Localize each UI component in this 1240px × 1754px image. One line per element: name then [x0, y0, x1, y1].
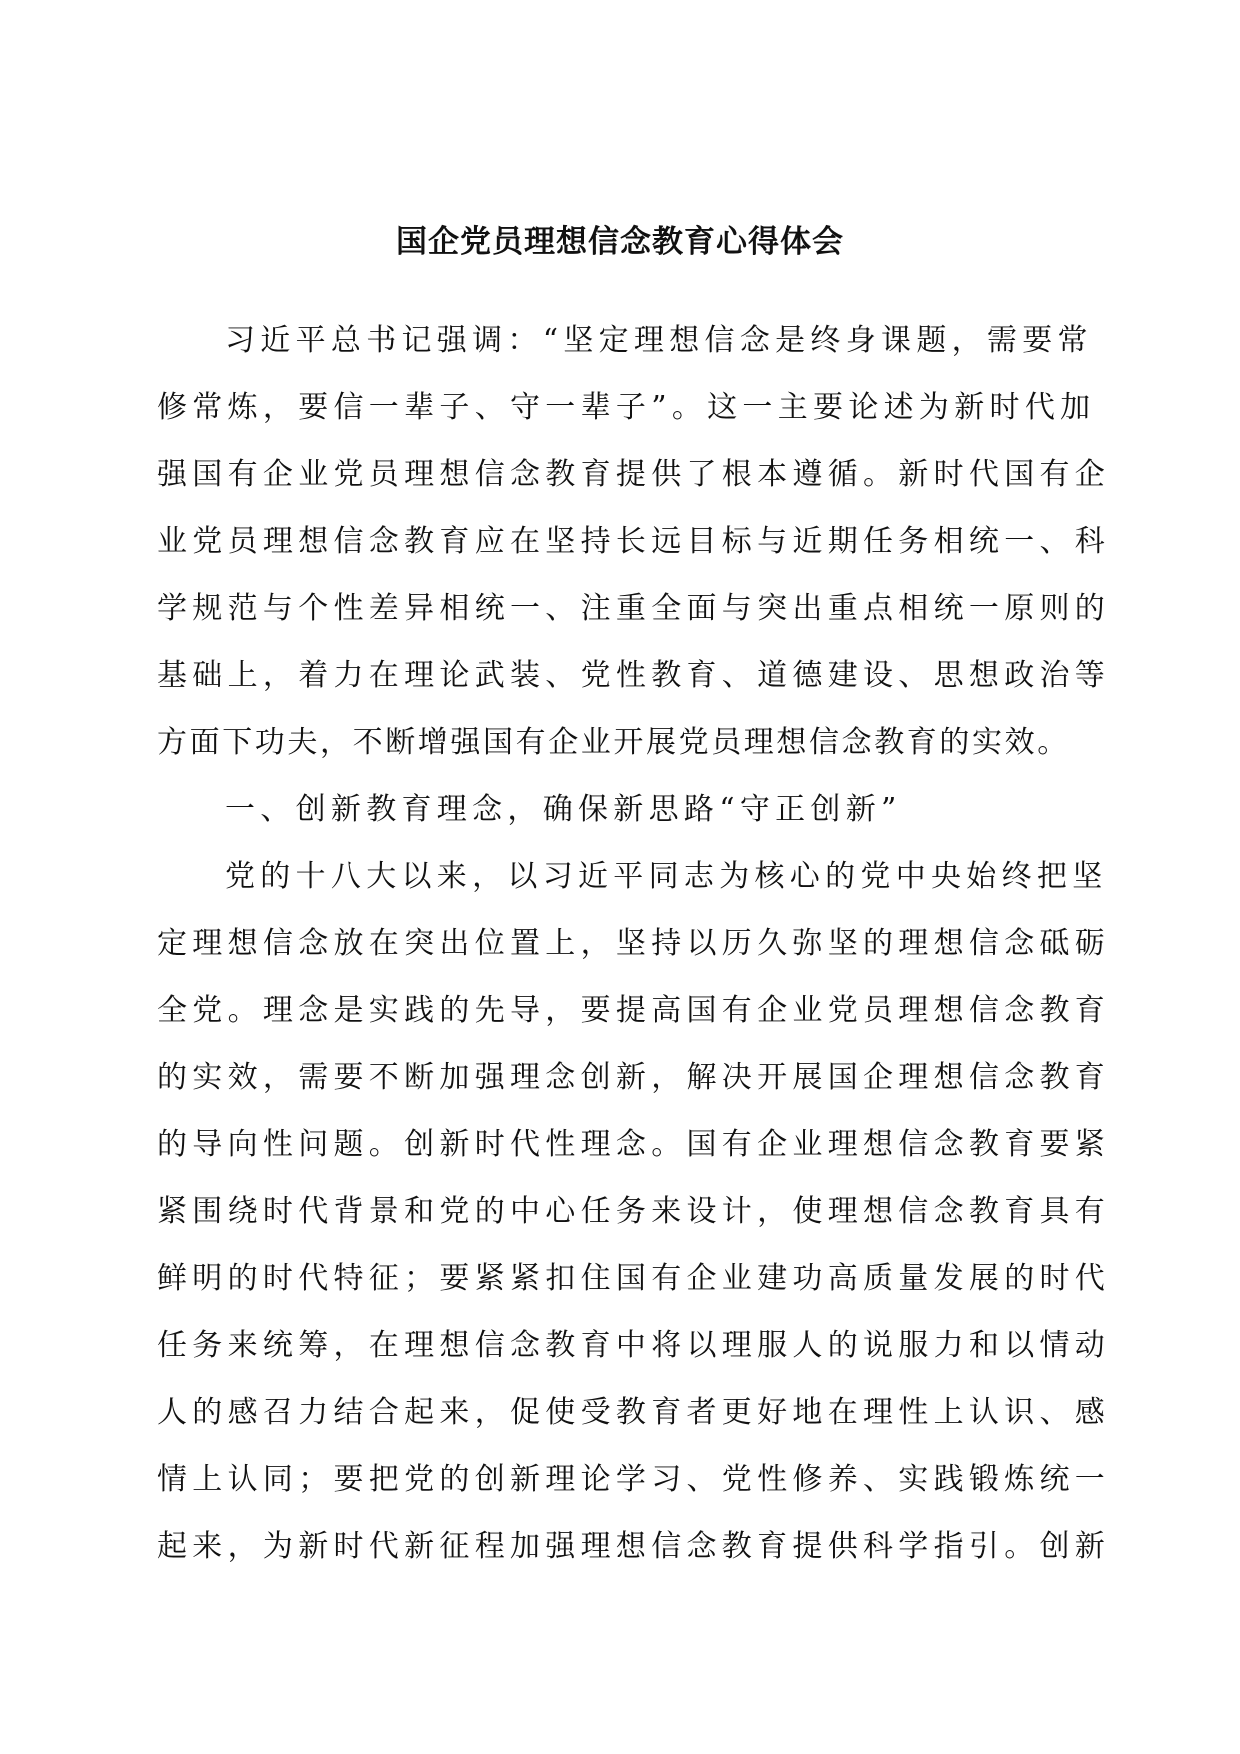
- text-line: 修常炼，要信一辈子、守一辈子”。这一主要论述为新时代加: [157, 390, 1096, 425]
- section-heading: 一、创新教育理念，确保新思路“守正创新”: [225, 792, 902, 827]
- text-line: 的导向性问题。创新时代性理念。国有企业理想信念教育要紧: [157, 1127, 1111, 1162]
- text-line: 党的十八大以来，以习近平同志为核心的党中央始终把坚: [225, 859, 1108, 894]
- text-line: 紧围绕时代背景和党的中心任务来设计，使理想信念教育具有: [157, 1194, 1111, 1229]
- text-line: 习近平总书记强调：“坚定理想信念是终身课题，需要常: [225, 323, 1093, 358]
- text-line: 定理想信念放在突出位置上，坚持以历久弥坚的理想信念砥砺: [157, 926, 1111, 961]
- text-line: 强国有企业党员理想信念教育提供了根本遵循。新时代国有企: [157, 457, 1111, 492]
- text-line: 任务来统筹，在理想信念教育中将以理服人的说服力和以情动: [157, 1328, 1111, 1363]
- text-line: 鲜明的时代特征；要紧紧扣住国有企业建功高质量发展的时代: [157, 1261, 1111, 1296]
- text-line: 情上认同；要把党的创新理论学习、党性修养、实践锻炼统一: [157, 1462, 1111, 1497]
- text-line: 起来，为新时代新征程加强理想信念教育提供科学指引。创新: [157, 1529, 1111, 1564]
- page-title: 国企党员理想信念教育心得体会: [396, 224, 844, 260]
- document-body: [157, 317, 1111, 1590]
- text-line: 全党。理念是实践的先导，要提高国有企业党员理想信念教育: [157, 993, 1111, 1028]
- text-line: 业党员理想信念教育应在坚持长远目标与近期任务相统一、科: [157, 524, 1111, 559]
- text-line: 基础上，着力在理论武装、党性教育、道德建设、思想政治等: [157, 658, 1111, 693]
- text-line: 方面下功夫，不断增强国有企业开展党员理想信念教育的实效。: [157, 725, 1070, 760]
- text-line: 的实效，需要不断加强理念创新，解决开展国企理想信念教育: [157, 1060, 1111, 1095]
- text-line: 学规范与个性差异相统一、注重全面与突出重点相统一原则的: [157, 591, 1111, 626]
- text-line: 人的感召力结合起来，促使受教育者更好地在理性上认识、感: [157, 1395, 1111, 1430]
